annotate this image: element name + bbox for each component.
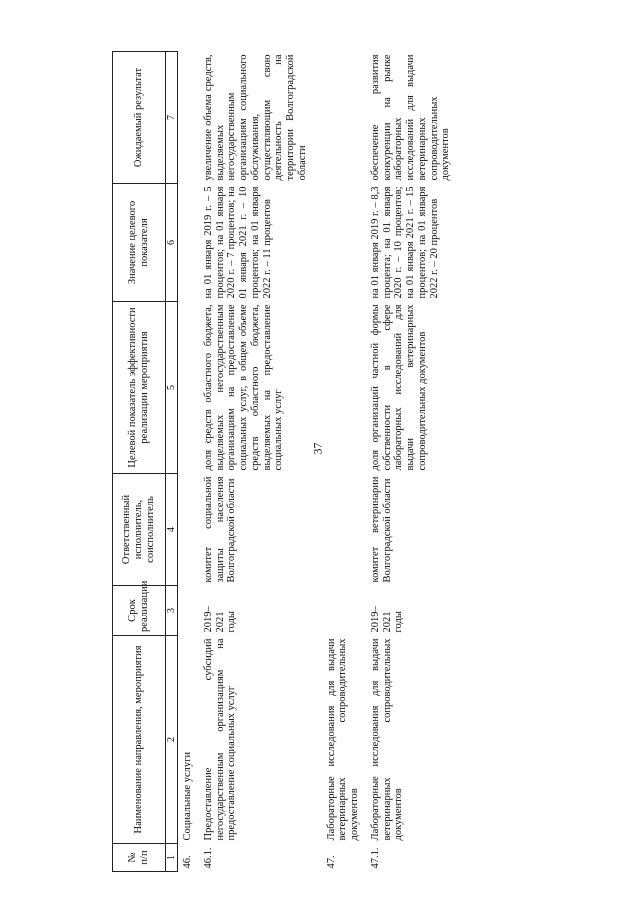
column-number: 4	[166, 474, 178, 586]
rotated-page-content	[112, 52, 452, 872]
spacer-row	[310, 52, 322, 872]
row-name: Лабораторные исследования для выдачи ветеринарных сопроводительных документов	[369, 638, 405, 841]
row-value	[322, 184, 369, 302]
table-row	[322, 52, 369, 872]
row-indicator: доля организаций частной формы собственности в сфере лабораторных исследований для выдачи ветеринарных сопроводительных документов	[369, 304, 428, 471]
header-value: Значение целевого показателя	[113, 184, 166, 302]
header-number: № п/п	[113, 844, 166, 872]
row-executor: комитет социальной защиты населения Волгоградской области	[202, 476, 238, 583]
row-term	[322, 586, 369, 636]
column-number: 6	[166, 184, 178, 302]
row-executor: комитет ветеринарии Волгоградской области	[369, 476, 393, 583]
header-name: Наименование направления, мероприятия	[113, 636, 166, 844]
row-term: 2019–2021 годы	[369, 606, 405, 633]
table-row	[369, 52, 453, 872]
column-number: 2	[166, 636, 178, 844]
row-term: 2019–2021 годы	[202, 606, 238, 633]
row-executor	[322, 474, 369, 586]
column-number: 5	[166, 302, 178, 474]
row-number: 47.	[325, 855, 337, 869]
row-indicator	[178, 302, 202, 474]
row-executor	[178, 474, 202, 586]
row-result: увеличение объема средств, выделяемых негосударственным организациям социального обслуживания, осуществляющим свою деятельность на территории Волгоградской области	[202, 54, 308, 181]
row-value: на 01 января 2019 г. – 8,3 процента; на 01 января 2020 г. – 10 процентов; на 01 января 2021 г. – 15 процентов; на 01 января 2022 г. – 20 процентов	[369, 186, 440, 299]
row-number: 46.1.	[202, 847, 214, 869]
row-term	[178, 586, 202, 636]
header-executor: Ответственный исполнитель, соисполнитель	[113, 474, 166, 586]
row-value	[178, 184, 202, 302]
row-result	[178, 52, 202, 184]
row-indicator	[322, 302, 369, 474]
header-result: Ожидаемый результат	[113, 52, 166, 184]
header-indicator: Целевой показатель эффективности реализации мероприятия	[113, 302, 166, 474]
row-number: 47.1.	[369, 847, 381, 869]
table-header-row	[113, 52, 166, 872]
row-indicator: доля средств областного бюджета, выделяемых негосударственным организациям на предоставление социальных услуг, в общем объеме средств областного бюджета, выделяемых на предоставление социальных услуг	[202, 304, 285, 471]
column-number-row	[166, 52, 178, 872]
row-result: обеспечение развития конкуренции на рынке лабораторных исследований для выдачи ветеринарных сопроводительных документов	[369, 54, 452, 181]
row-name: Лабораторные исследования для выдачи ветеринарных сопроводительных документов	[325, 638, 361, 841]
row-result	[322, 52, 369, 184]
table-row	[178, 52, 202, 872]
row-value: на 01 января 2019 г. – 5 процентов; на 01 января 2020 г. – 7 процентов; на 01 января 2021 г. – 10 процентов; на 01 января 2022 г. – 11 процентов	[202, 186, 273, 299]
row-number: 46.	[182, 855, 194, 869]
column-number: 7	[166, 52, 178, 184]
row-name: Предоставление субсидий негосударственным организациям на предоставление социальных услуг	[202, 638, 238, 841]
column-number: 3	[166, 586, 178, 636]
row-name: Социальные услуги	[182, 751, 194, 841]
table-row	[202, 52, 310, 872]
column-number: 1	[166, 844, 178, 872]
header-term: Срок реализации	[113, 586, 166, 636]
measures-table	[112, 51, 453, 872]
page-number: 37	[310, 442, 325, 455]
